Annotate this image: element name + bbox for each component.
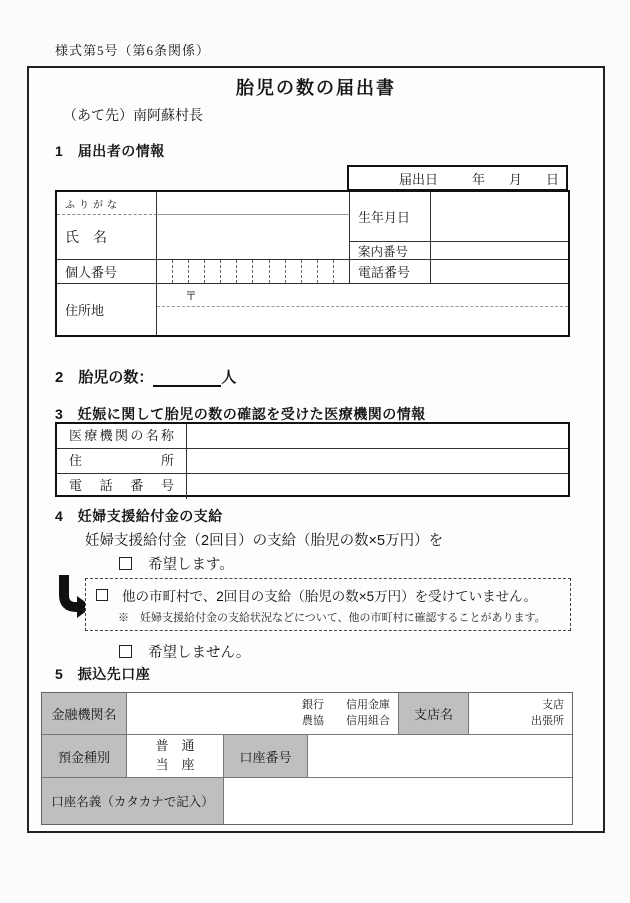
medical-address-field[interactable] — [187, 449, 568, 474]
section5-heading: 5 振込先口座 — [55, 666, 151, 682]
option-wish-no — [119, 641, 250, 662]
digit-cell[interactable] — [285, 260, 301, 283]
postal-mark: 〒 — [185, 288, 198, 303]
personal-number-field — [157, 260, 350, 284]
table-row — [57, 449, 568, 474]
checkbox-wish-yes[interactable] — [119, 557, 132, 570]
digit-cell[interactable] — [301, 260, 317, 283]
section2-heading — [55, 366, 236, 387]
digit-cell[interactable] — [333, 260, 349, 283]
institution-type-options: 農協 信用組合 — [302, 714, 390, 727]
digit-cell[interactable] — [220, 260, 236, 283]
digit-cell[interactable] — [252, 260, 268, 283]
personal-number-digit-boxes — [157, 260, 349, 283]
form-number: 様式第5号（第6条関係） — [55, 43, 211, 58]
table-row — [57, 424, 568, 449]
account-holder-field[interactable] — [224, 778, 572, 824]
branch-suffix-options: 出張所 — [531, 714, 564, 727]
section1-heading: 1 届出者の情報 — [55, 143, 165, 159]
medical-phone-label: 電話番号 — [57, 474, 187, 499]
name-label: 氏 名 — [57, 215, 157, 260]
postal-code-row[interactable] — [157, 284, 568, 307]
table-row — [57, 474, 568, 499]
wish-yes-label: 希望します。 — [148, 557, 234, 573]
digit-cell[interactable] — [172, 260, 188, 283]
medical-name-label: 医療機関の名称 — [57, 424, 187, 449]
digit-cell[interactable] — [269, 260, 285, 283]
other-municipality-box — [85, 578, 571, 631]
address-field[interactable] — [157, 284, 568, 335]
deposit-option-ordinary: 普 通 — [155, 738, 195, 754]
medical-name-field[interactable] — [187, 424, 568, 449]
furigana-field[interactable] — [157, 192, 350, 215]
phone-label: 電話番号 — [350, 260, 431, 284]
day-label: 日 — [546, 171, 560, 187]
form-title: 胎児の数の届出書 — [236, 78, 396, 98]
digit-cell[interactable] — [236, 260, 252, 283]
report-date-label: 届出日 — [399, 171, 439, 187]
not-received-label: 他の市町村で、2回目の支給（胎児の数×5万円）を受けていません。 — [122, 589, 537, 604]
document-border — [27, 66, 605, 833]
fetus-count-underline[interactable] — [153, 373, 221, 387]
wish-no-label: 希望しません。 — [148, 645, 251, 661]
section3-heading: 3 妊娠に関して胎児の数の確認を受けた医療機関の情報 — [55, 406, 426, 422]
financial-institution-label: 金融機関名 — [42, 693, 127, 735]
bank-account-table — [41, 692, 573, 825]
guide-number-field[interactable] — [431, 242, 568, 260]
fetus-count-label: 2 胎児の数： — [55, 369, 154, 386]
digit-cell[interactable] — [157, 260, 172, 283]
confirmation-note: ※ 妊婦支援給付金の支給状況などについて、他の市町村に確認することがあります。 — [118, 612, 546, 624]
addressee: （あて先）南阿蘇村長 — [63, 107, 203, 123]
option-not-received — [96, 585, 562, 605]
account-holder-label: 口座名義（カタカナで記入） — [42, 778, 224, 824]
year-label: 年 — [472, 171, 486, 187]
phone-field[interactable] — [431, 260, 568, 284]
birth-date-label: 生年月日 — [350, 192, 431, 242]
deposit-type-label: 預金種別 — [42, 735, 127, 778]
birth-date-field[interactable] — [431, 192, 568, 242]
account-number-field[interactable] — [308, 735, 572, 778]
checkbox-not-received[interactable] — [96, 589, 108, 601]
digit-cell[interactable] — [188, 260, 204, 283]
financial-institution-field[interactable] — [127, 693, 399, 735]
guide-number-label: 案内番号 — [350, 242, 431, 260]
address-label: 住所地 — [57, 284, 157, 335]
branch-field[interactable] — [469, 693, 572, 735]
applicant-table — [55, 190, 570, 337]
medical-institution-table — [55, 422, 570, 497]
section4-heading: 4 妊婦支援給付金の支給 — [55, 508, 223, 524]
branch-suffix-options: 支店 — [542, 698, 564, 711]
institution-type-options: 銀行 信用金庫 — [302, 698, 390, 711]
deposit-type-options[interactable] — [127, 735, 224, 778]
digit-cell[interactable] — [317, 260, 333, 283]
digit-cell[interactable] — [204, 260, 220, 283]
medical-phone-field[interactable] — [187, 474, 568, 499]
checkbox-wish-no[interactable] — [119, 645, 132, 658]
month-label: 月 — [509, 171, 523, 187]
account-number-label: 口座番号 — [224, 735, 308, 778]
personal-number-label: 個人番号 — [57, 260, 157, 284]
medical-address-label: 住所 — [57, 449, 187, 474]
furigana-label: ふりがな — [57, 192, 157, 215]
report-date-box — [347, 165, 568, 191]
option-wish-yes — [119, 553, 234, 574]
grant-lead-text: 妊婦支援給付金（2回目）の支給（胎児の数×5万円）を — [85, 533, 444, 549]
deposit-option-current: 当 座 — [155, 757, 195, 772]
fetus-count-unit: 人 — [221, 369, 237, 386]
branch-label: 支店名 — [399, 693, 469, 735]
name-field[interactable] — [157, 215, 350, 260]
